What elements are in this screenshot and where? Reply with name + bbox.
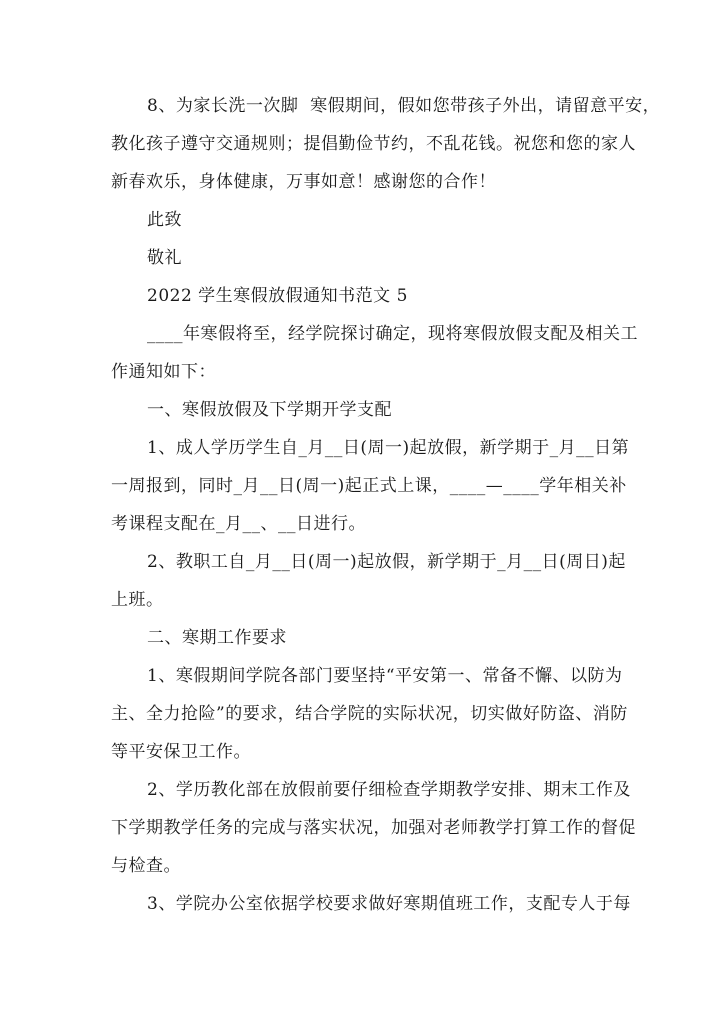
part2-item3-line-1: 3、学院办公室依据学校要求做好寒期值班工作，支配专人于每 (147, 894, 631, 914)
closing-jingli: 敬礼 (147, 248, 182, 268)
part2-item2-line-3: 与检查。 (111, 856, 181, 876)
part1-item2-line-2: 上班。 (111, 590, 164, 610)
part2-item1-line-1: 1、寒假期间学院各部门要坚持“平安第一、常备不懈、以防为 (147, 666, 623, 686)
intro-line-1: ____年寒假将至，经学院探讨确定，现将寒假放假支配及相关工 (147, 324, 638, 344)
heading-part-1: 一、寒假放假及下学期开学支配 (147, 400, 392, 420)
heading-part-2: 二、寒期工作要求 (147, 628, 287, 648)
part2-item1-line-2: 主、全力抢险”的要求，结合学院的实际状况，切实做好防盗、消防 (111, 704, 628, 724)
part2-item1-line-3: 等平安保卫工作。 (111, 742, 251, 762)
part1-item1-line-3: 考课程支配在_月__、__日进行。 (111, 514, 366, 534)
paragraph-item-8-line-2: 教化孩子遵守交通规则；提倡勤俭节约，不乱花钱。祝您和您的家人 (111, 134, 636, 154)
paragraph-item-8-line-3: 新春欢乐，身体健康，万事如意！感谢您的合作！ (111, 172, 496, 192)
intro-line-2: 作通知如下： (111, 362, 216, 382)
part1-item1-line-1: 1、成人学历学生自_月__日(周一)起放假，新学期于_月__日第 (147, 438, 630, 458)
part2-item2-line-2: 下学期教学任务的完成与落实状况，加强对老师教学打算工作的督促 (111, 818, 636, 838)
section-title: 2022 学生寒假放假通知书范文 5 (147, 286, 408, 306)
paragraph-item-8-line-1: 8、为家长洗一次脚 寒假期间，假如您带孩子外出，请留意平安， (147, 96, 661, 116)
part2-item2-line-1: 2、学历教化部在放假前要仔细检查学期教学安排、期末工作及 (147, 780, 631, 800)
closing-cizhi: 此致 (147, 210, 182, 230)
part1-item2-line-1: 2、教职工自_月__日(周一)起放假，新学期于_月__日(周日)起 (147, 552, 626, 572)
part1-item1-line-2: 一周报到，同时_月__日(周一)起正式上课，____—____学年相关补 (111, 476, 627, 496)
